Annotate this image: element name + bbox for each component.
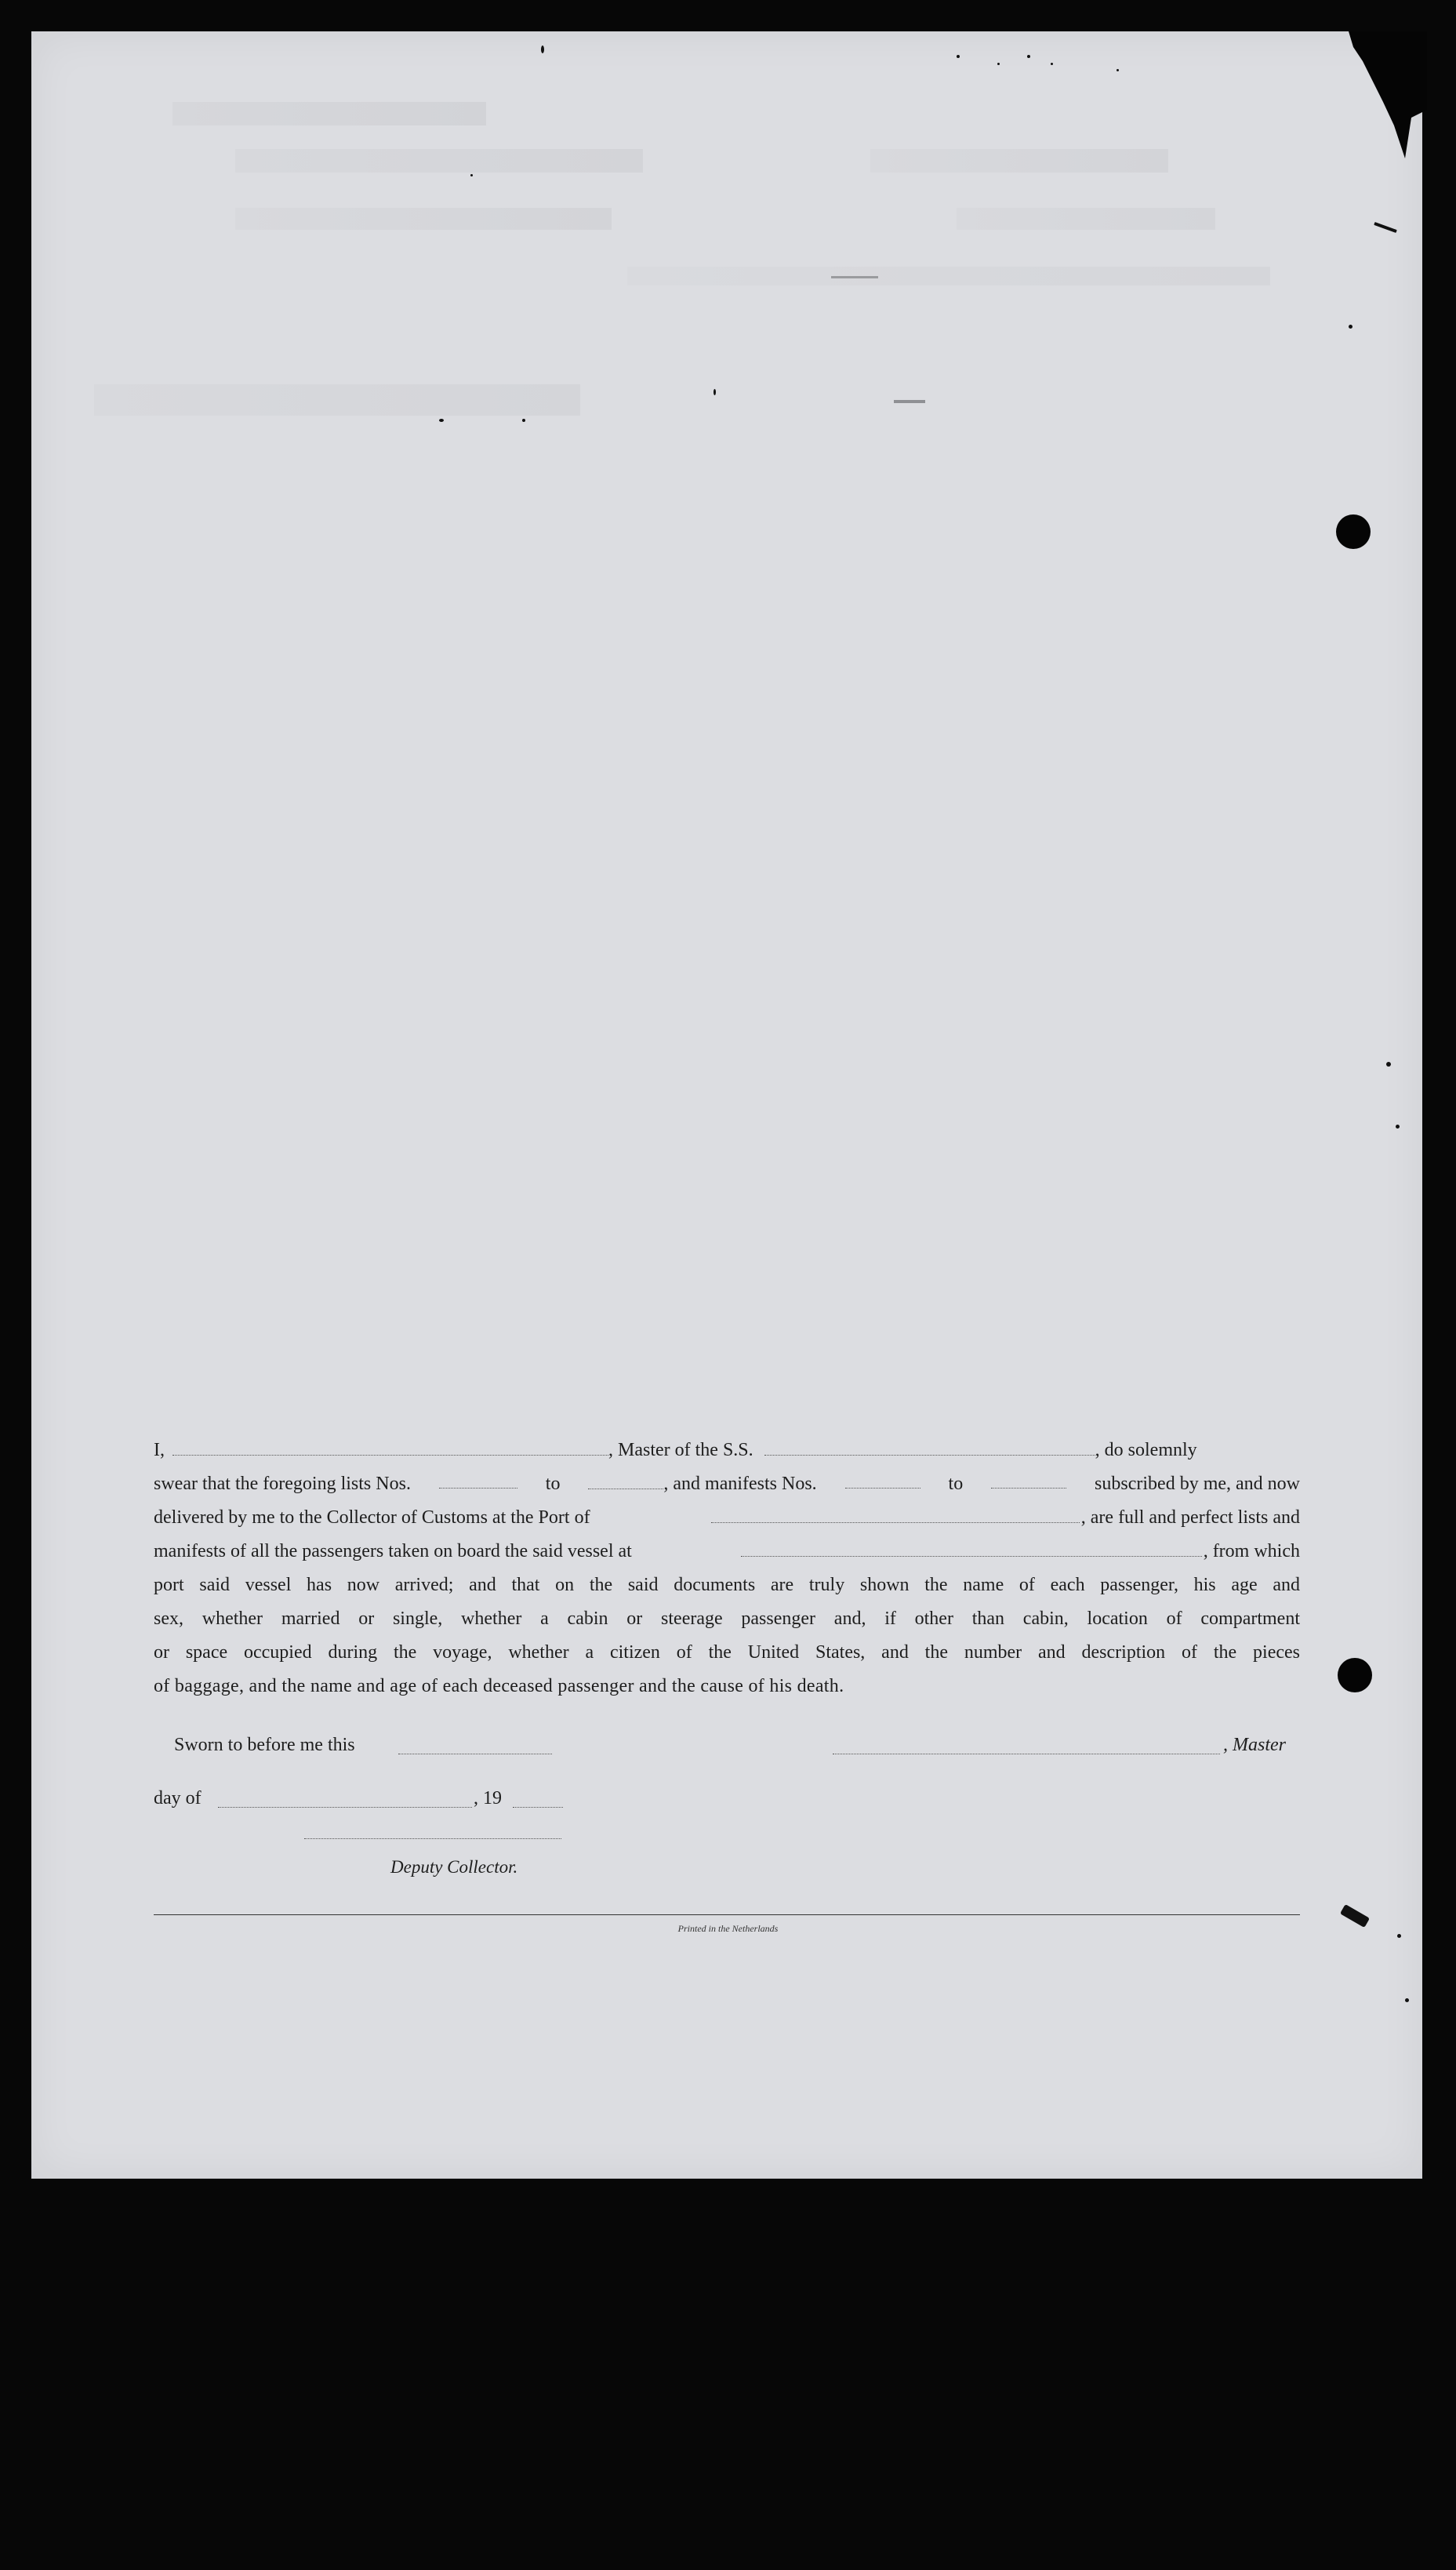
manifests-from-field[interactable]: [845, 1470, 920, 1489]
oath-line: [154, 1504, 1300, 1531]
speck: [1051, 63, 1053, 65]
oath-text: subscribed by me, and now: [1095, 1474, 1300, 1494]
vessel-name-field[interactable]: [764, 1438, 1095, 1456]
speck: [1386, 1062, 1391, 1067]
sworn-label: Sworn to before me this: [174, 1735, 355, 1755]
speck: [522, 419, 525, 422]
speck: [894, 400, 925, 403]
oath-text: , do solemnly: [1095, 1440, 1197, 1460]
oath-text: I,: [154, 1440, 165, 1460]
oath-text: swear that the foregoing lists Nos.: [154, 1474, 411, 1494]
year-prefix: , 19: [474, 1788, 502, 1808]
speck: [1349, 325, 1353, 329]
bleed-through-mark: [957, 208, 1215, 230]
oath-text: to: [545, 1474, 561, 1494]
punch-hole: [1338, 1658, 1372, 1692]
speck: [1405, 1998, 1409, 2002]
lists-to-field[interactable]: [588, 1471, 663, 1489]
master-name-field[interactable]: [172, 1438, 608, 1456]
footer-rule: [154, 1914, 1300, 1915]
speck: [439, 419, 444, 422]
oath-text: , Master of the S.S.: [608, 1440, 753, 1460]
torn-corner: [1349, 31, 1427, 165]
port-field[interactable]: [711, 1505, 1080, 1523]
oath-line: sex, whether married or single, whether a cabin or steerage passenger and, if other than cabin, location of compartment: [154, 1609, 1300, 1629]
speck: [1027, 55, 1030, 58]
day-of-row: [154, 1785, 703, 1812]
oath-text: , are full and perfect lists and: [1080, 1507, 1300, 1528]
speck: [1117, 69, 1119, 71]
sworn-day-field[interactable]: [398, 1736, 552, 1754]
bleed-through-mark: [627, 267, 1270, 285]
bleed-through-mark: [94, 384, 580, 416]
oath-text: to: [948, 1474, 964, 1494]
bleed-through-mark: [172, 102, 486, 125]
speck: [541, 45, 544, 53]
oath-text: , from which: [1203, 1541, 1300, 1561]
bleed-through-mark: [235, 149, 643, 173]
punch-hole: [1336, 514, 1371, 549]
master-label: , Master: [1223, 1735, 1286, 1755]
manifests-to-field[interactable]: [991, 1470, 1066, 1489]
printed-note: Printed in the Netherlands: [677, 1923, 779, 1934]
bleed-through-mark: [235, 208, 612, 230]
speck: [470, 174, 473, 176]
month-field[interactable]: [218, 1790, 472, 1808]
bleed-through-mark: [870, 149, 1168, 173]
speck: [957, 55, 960, 58]
sworn-row: [154, 1732, 1300, 1758]
master-signature-field[interactable]: [833, 1736, 1220, 1754]
speck: [831, 276, 878, 278]
embarkation-port-field[interactable]: [741, 1539, 1202, 1557]
oath-text: , and manifests Nos.: [663, 1474, 817, 1494]
deputy-collector-signature-field[interactable]: [304, 1837, 561, 1839]
oath-line: [154, 1538, 1300, 1565]
year-field[interactable]: [513, 1790, 563, 1808]
speck: [1396, 1125, 1400, 1129]
oath-line: port said vessel has now arrived; and that on the said documents are truly shown the name of each passenger, his age and: [154, 1575, 1300, 1595]
speck: [997, 63, 1000, 65]
oath-line: [154, 1437, 1300, 1463]
lists-from-field[interactable]: [439, 1470, 517, 1489]
oath-text: manifests of all the passengers taken on board the said vessel at: [154, 1541, 632, 1561]
day-of-label: day of: [154, 1788, 202, 1808]
document-sheet: [31, 31, 1422, 2179]
oath-line: [154, 1470, 1300, 1497]
speck: [713, 389, 716, 395]
oath-line: or space occupied during the voyage, whether a citizen of the United States, and the number and description of the pieces: [154, 1642, 1300, 1663]
oath-text: delivered by me to the Collector of Customs at the Port of: [154, 1507, 590, 1528]
deputy-collector-label: Deputy Collector.: [390, 1857, 518, 1877]
oath-line: of baggage, and the name and age of each deceased passenger and the cause of his death.: [154, 1676, 844, 1696]
